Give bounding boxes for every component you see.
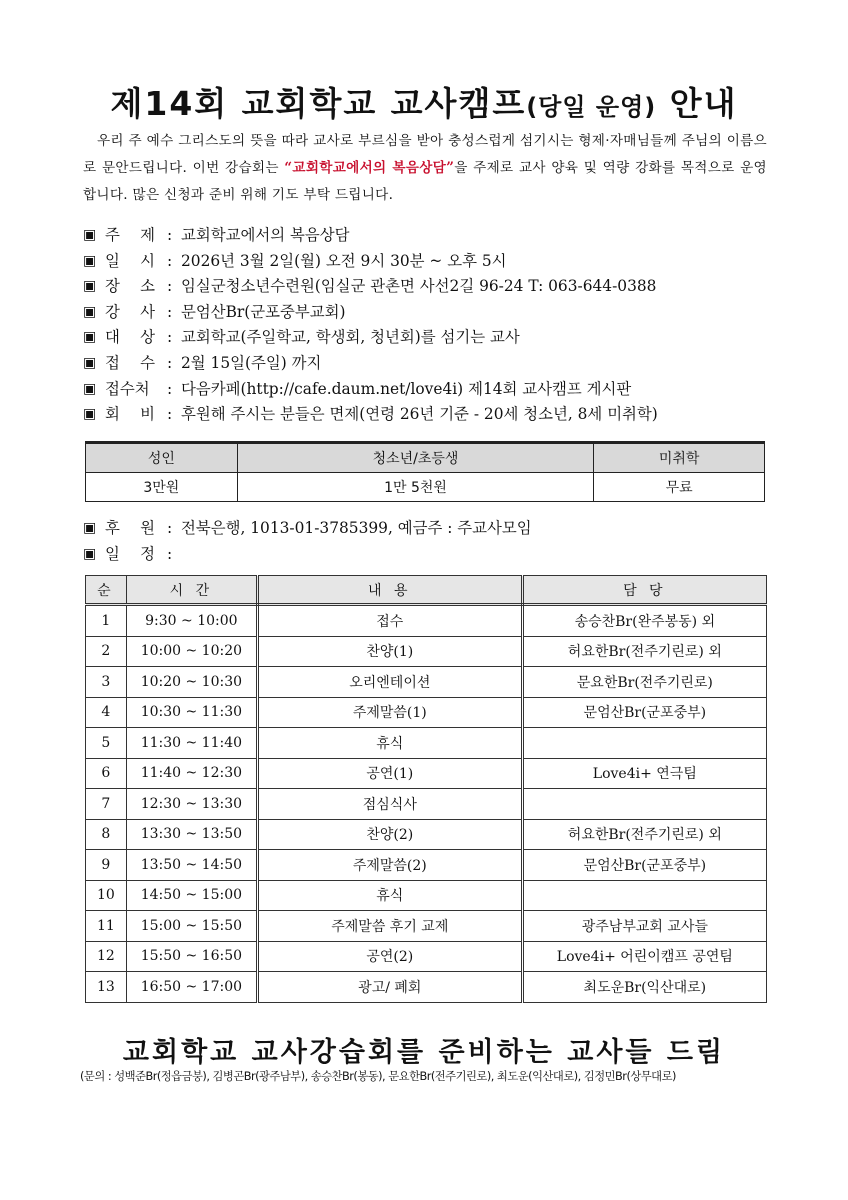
intro-text-2: 을 주제로 교사 양육 및 역량 강화를 목적으로 운영합니다. 많은 신청과 준비 위해 기도 부탁 드립니다. <box>83 160 767 203</box>
schedule-cell-owner: 송승찬Br(완주봉동) 외 <box>522 605 766 637</box>
schedule-row <box>86 972 767 1003</box>
info-value: 후원해 주시는 분들은 면제(연령 26년 기준 - 20세 청소년, 8세 미취학) <box>181 405 658 424</box>
info-label-part: 일 <box>105 544 120 563</box>
info-value: 임실군청소년수련원(임실군 관촌면 사선2길 96-24 T: 063-644-0388 <box>181 277 657 296</box>
schedule-cell-owner: 문요한Br(전주기린로) <box>522 667 766 698</box>
title-sub: (당일 운영) <box>526 93 657 121</box>
schedule-cell-content: 휴식 <box>257 728 522 759</box>
info-label-part: 소 <box>140 277 155 296</box>
info-label <box>105 274 155 300</box>
schedule-cell-no: 8 <box>86 819 127 850</box>
schedule-row <box>86 667 767 698</box>
info-row <box>83 274 773 300</box>
info-value: 교회학교에서의 복음상담 <box>181 226 350 244</box>
info-label-part: 시 <box>140 251 155 270</box>
fee-value-adult: 3만원 <box>86 473 238 502</box>
info-label <box>105 377 167 403</box>
fee-table <box>85 441 765 502</box>
event-info-list <box>83 223 773 428</box>
schedule-cell-owner: Love4i+ 어린이캠프 공연팀 <box>522 941 766 972</box>
schedule-row <box>86 850 767 881</box>
intro-text-1: 우리 주 예수 그리스도의 뜻을 따라 교사로 부르심을 받아 충성스럽게 섬기시는 형제·자매님들께 주님의 이름으로 문안드립니다. 이번 강습회는 <box>83 133 767 176</box>
schedule-cell-time: 13:50 ~ 14:50 <box>126 850 257 881</box>
fee-header-adult: 성인 <box>86 443 238 473</box>
schedule-cell-content: 광고/ 폐회 <box>257 972 522 1003</box>
info-row <box>83 223 773 249</box>
info-value: 전북은행, 1013-01-3785399, 예금주 : 주교사모임 <box>181 519 532 537</box>
schedule-row <box>86 911 767 942</box>
schedule-cell-owner: 문엄산Br(군포중부) <box>522 850 766 881</box>
schedule-row <box>86 880 767 911</box>
schedule-cell-content: 주제말씀 후기 교제 <box>257 911 522 942</box>
schedule-body <box>86 605 767 1003</box>
info-value: 교회학교(주일학교, 학생회, 청년회)를 섬기는 교사 <box>181 328 520 347</box>
square-bullet-icon: ▣ <box>83 545 97 562</box>
info-label-part: 접 <box>105 353 120 372</box>
schedule-header-owner: 담 당 <box>522 576 766 605</box>
schedule-cell-no: 1 <box>86 605 127 637</box>
schedule-cell-time: 15:50 ~ 16:50 <box>126 941 257 972</box>
schedule-cell-time: 10:00 ~ 10:20 <box>126 636 257 667</box>
info-colon: : <box>167 302 173 321</box>
schedule-header-no: 순 <box>86 576 127 605</box>
schedule-row <box>86 636 767 667</box>
info-label-part: 사 <box>140 302 155 321</box>
info-row <box>83 325 773 351</box>
info-label <box>105 300 155 326</box>
square-bullet-icon: ▣ <box>83 380 97 397</box>
info-label-part: 장 <box>105 277 120 296</box>
info-value: 2월 15일(주일) 까지 <box>181 353 322 372</box>
schedule-cell-content: 주제말씀(2) <box>257 850 522 881</box>
schedule-cell-time: 16:50 ~ 17:00 <box>126 972 257 1003</box>
info-row <box>83 249 773 275</box>
schedule-cell-time: 14:50 ~ 15:00 <box>126 880 257 911</box>
info-label-part: 정 <box>140 544 155 563</box>
schedule-cell-owner <box>522 880 766 911</box>
intro-highlight: “교회학교에서의 복음상담” <box>284 160 455 176</box>
title-main: 제14회 교회학교 교사캠프 <box>110 84 527 123</box>
schedule-cell-owner: 최도운Br(익산대로) <box>522 972 766 1003</box>
info-label-part: 대 <box>105 328 120 347</box>
square-bullet-icon: ▣ <box>83 303 97 320</box>
schedule-row <box>86 605 767 637</box>
info-value: 2026년 3월 2일(월) 오전 9시 30분 ~ 오후 5시 <box>181 251 507 270</box>
schedule-header-content: 내 용 <box>257 576 522 605</box>
info-label-part: 강 <box>105 302 120 321</box>
info-label-part: 후 <box>105 519 120 537</box>
info-label <box>105 542 155 568</box>
schedule-cell-content: 찬양(2) <box>257 819 522 850</box>
schedule-row <box>86 758 767 789</box>
schedule-cell-time: 12:30 ~ 13:30 <box>126 789 257 820</box>
schedule-cell-content: 공연(1) <box>257 758 522 789</box>
schedule-cell-owner: 허요한Br(전주기린로) 외 <box>522 819 766 850</box>
fee-header-preschool: 미취학 <box>594 443 765 473</box>
schedule-header-time: 시 간 <box>126 576 257 605</box>
schedule-cell-no: 4 <box>86 697 127 728</box>
fee-value-preschool: 무료 <box>594 473 765 502</box>
title-end: 안내 <box>656 84 738 123</box>
schedule-cell-no: 10 <box>86 880 127 911</box>
info-colon: : <box>167 353 173 372</box>
info-row <box>83 351 773 377</box>
info-value: 문엄산Br(군포중부교회) <box>181 302 346 321</box>
support-info-list <box>83 516 773 567</box>
info-colon: : <box>167 328 173 347</box>
info-label-part: 상 <box>140 328 155 347</box>
schedule-cell-no: 2 <box>86 636 127 667</box>
square-bullet-icon: ▣ <box>83 227 97 243</box>
schedule-cell-content: 휴식 <box>257 880 522 911</box>
square-bullet-icon: ▣ <box>83 252 97 269</box>
schedule-cell-time: 11:40 ~ 12:30 <box>126 758 257 789</box>
schedule-cell-owner: 광주남부교회 교사들 <box>522 911 766 942</box>
info-label-part: 주 <box>105 226 120 244</box>
schedule-cell-content: 오리엔테이션 <box>257 667 522 698</box>
square-bullet-icon: ▣ <box>83 520 97 536</box>
info-colon: : <box>167 251 173 270</box>
schedule-cell-no: 6 <box>86 758 127 789</box>
footer-contact: (문의 : 성백준Br(정읍금붕), 김병곤Br(광주남부), 송승찬Br(봉동), 문요한Br(전주기린로), 최도운(익산대로), 김정민Br(상무대로) <box>80 1070 676 1083</box>
square-bullet-icon: ▣ <box>83 406 97 423</box>
info-colon: : <box>167 277 173 296</box>
schedule-cell-no: 3 <box>86 667 127 698</box>
info-colon: : <box>167 226 173 244</box>
schedule-cell-content: 찬양(1) <box>257 636 522 667</box>
schedule-cell-time: 9:30 ~ 10:00 <box>126 605 257 637</box>
square-bullet-icon: ▣ <box>83 354 97 371</box>
schedule-row <box>86 789 767 820</box>
intro-paragraph <box>83 128 767 209</box>
info-label <box>105 516 155 542</box>
info-row <box>83 516 773 542</box>
info-label <box>105 351 155 377</box>
schedule-cell-no: 12 <box>86 941 127 972</box>
info-label <box>105 402 155 428</box>
schedule-row <box>86 819 767 850</box>
schedule-cell-owner <box>522 728 766 759</box>
schedule-row <box>86 728 767 759</box>
schedule-cell-content: 주제말씀(1) <box>257 697 522 728</box>
info-label-part: 비 <box>140 405 155 424</box>
schedule-cell-owner: 허요한Br(전주기린로) 외 <box>522 636 766 667</box>
schedule-cell-time: 11:30 ~ 11:40 <box>126 728 257 759</box>
info-label <box>105 223 155 249</box>
info-row <box>83 402 773 428</box>
schedule-cell-no: 5 <box>86 728 127 759</box>
schedule-cell-content: 접수 <box>257 605 522 637</box>
info-label-part: 원 <box>140 519 155 537</box>
schedule-cell-owner: 문엄산Br(군포중부) <box>522 697 766 728</box>
schedule-cell-owner <box>522 789 766 820</box>
info-row <box>83 300 773 326</box>
info-label-part: 제 <box>140 226 155 244</box>
schedule-cell-no: 13 <box>86 972 127 1003</box>
square-bullet-icon: ▣ <box>83 329 97 346</box>
schedule-row <box>86 697 767 728</box>
fee-value-youth: 1만 5천원 <box>237 473 594 502</box>
info-value: 다음카페(http://cafe.daum.net/love4i) 제14회 교사캠프 게시판 <box>181 379 632 398</box>
info-colon: : <box>167 405 173 424</box>
schedule-cell-content: 공연(2) <box>257 941 522 972</box>
schedule-cell-time: 15:00 ~ 15:50 <box>126 911 257 942</box>
schedule-cell-no: 9 <box>86 850 127 881</box>
info-colon: : <box>167 544 173 563</box>
info-label-part: 회 <box>105 405 120 424</box>
schedule-cell-owner: Love4i+ 연극팀 <box>522 758 766 789</box>
schedule-row <box>86 941 767 972</box>
square-bullet-icon: ▣ <box>83 278 97 295</box>
info-label <box>105 325 155 351</box>
page-title <box>0 78 848 125</box>
info-row <box>83 377 773 403</box>
info-label-part: 접수처 <box>105 379 150 398</box>
footer-title: 교회학교 교사강습회를 준비하는 교사들 드림 <box>122 1037 726 1068</box>
schedule-cell-time: 13:30 ~ 13:50 <box>126 819 257 850</box>
schedule-table <box>85 575 767 1003</box>
info-label <box>105 249 155 275</box>
schedule-cell-time: 10:20 ~ 10:30 <box>126 667 257 698</box>
schedule-cell-no: 11 <box>86 911 127 942</box>
info-label-part: 일 <box>105 251 120 270</box>
info-colon: : <box>167 519 173 537</box>
schedule-cell-content: 점심식사 <box>257 789 522 820</box>
info-label-part: 수 <box>140 353 155 372</box>
schedule-cell-time: 10:30 ~ 11:30 <box>126 697 257 728</box>
info-colon: : <box>167 379 173 398</box>
fee-header-youth: 청소년/초등생 <box>237 443 594 473</box>
schedule-cell-no: 7 <box>86 789 127 820</box>
info-row <box>83 542 773 568</box>
